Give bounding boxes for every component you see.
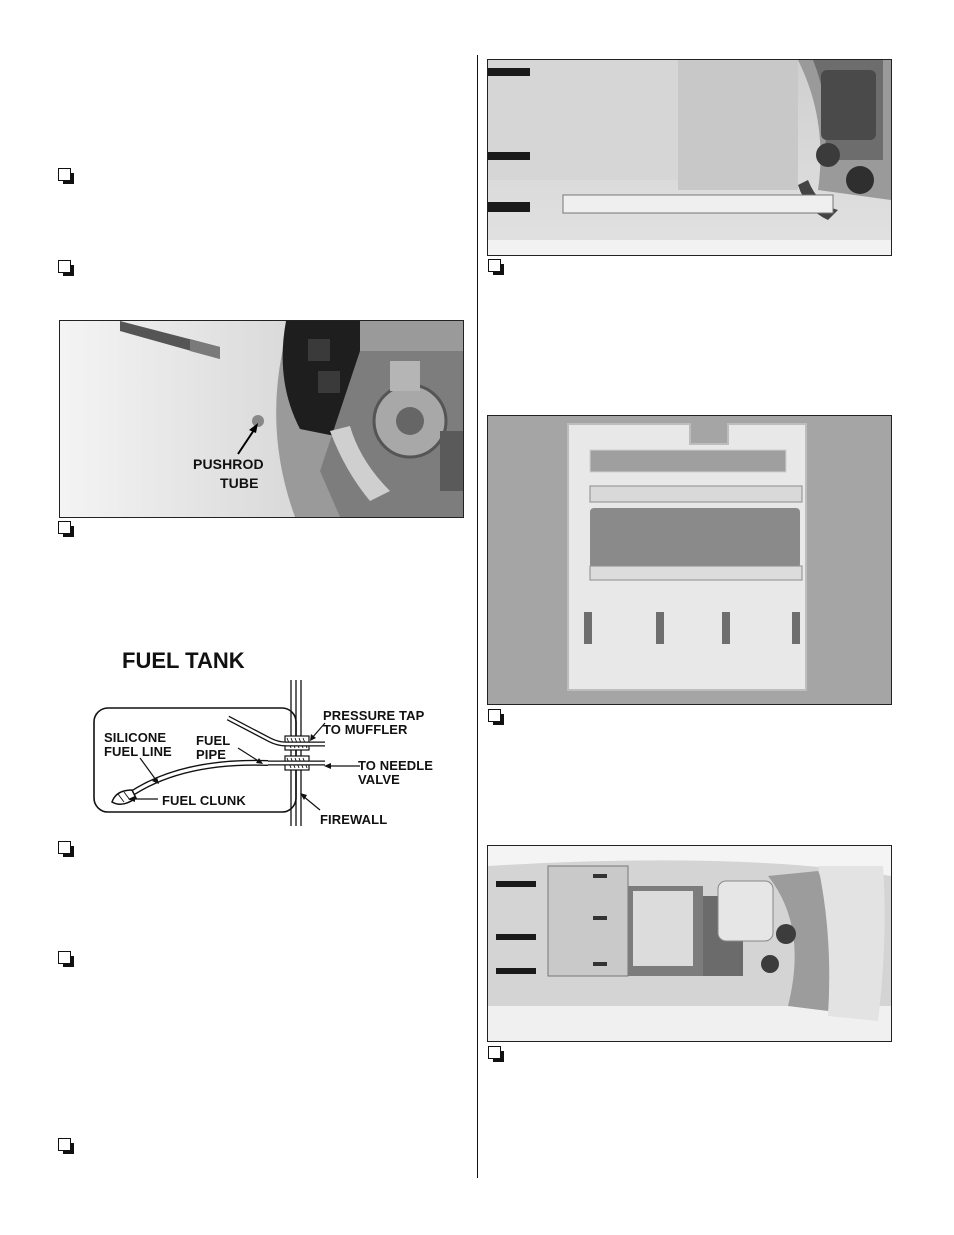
pushrod-label-line2: TUBE: [220, 475, 259, 491]
label-fuel-clunk: FUEL CLUNK: [162, 793, 246, 808]
photo-fuselage-stick: [487, 59, 892, 256]
label-firewall: FIREWALL: [320, 812, 388, 827]
fuselage-installed-illustration: [488, 846, 891, 1041]
step-checkbox[interactable]: [58, 841, 71, 854]
fuel-tank-title: FUEL TANK: [122, 648, 245, 673]
label-needle-1: TO NEEDLE: [358, 758, 434, 773]
photo-balsa-plate: [487, 415, 892, 705]
label-needle-2: VALVE: [358, 772, 400, 787]
label-pressure-tap-1: PRESSURE TAP: [323, 708, 425, 723]
step-checkbox[interactable]: [58, 260, 71, 273]
step-checkbox[interactable]: [58, 1138, 71, 1151]
step-checkbox[interactable]: [58, 521, 71, 534]
balsa-plate-illustration: [488, 416, 891, 704]
step-checkbox[interactable]: [488, 1046, 501, 1059]
fuselage-stick-illustration: [488, 60, 891, 255]
column-divider: [477, 55, 478, 1178]
step-checkbox[interactable]: [58, 951, 71, 964]
label-fuel-pipe-1: FUEL: [196, 733, 231, 748]
pushrod-label-line1: PUSHROD: [193, 456, 264, 472]
step-checkbox[interactable]: [488, 709, 501, 722]
label-fuel-pipe-2: PIPE: [196, 747, 227, 762]
photo-fuselage-installed: [487, 845, 892, 1042]
step-checkbox[interactable]: [488, 259, 501, 272]
label-pressure-tap-2: TO MUFFLER: [323, 722, 408, 737]
label-silicone-2: FUEL LINE: [104, 744, 172, 759]
arrow-pushrod: [60, 321, 463, 517]
label-silicone-1: SILICONE: [104, 730, 167, 745]
step-checkbox[interactable]: [58, 168, 71, 181]
photo-pushrod-tube: [59, 320, 464, 518]
